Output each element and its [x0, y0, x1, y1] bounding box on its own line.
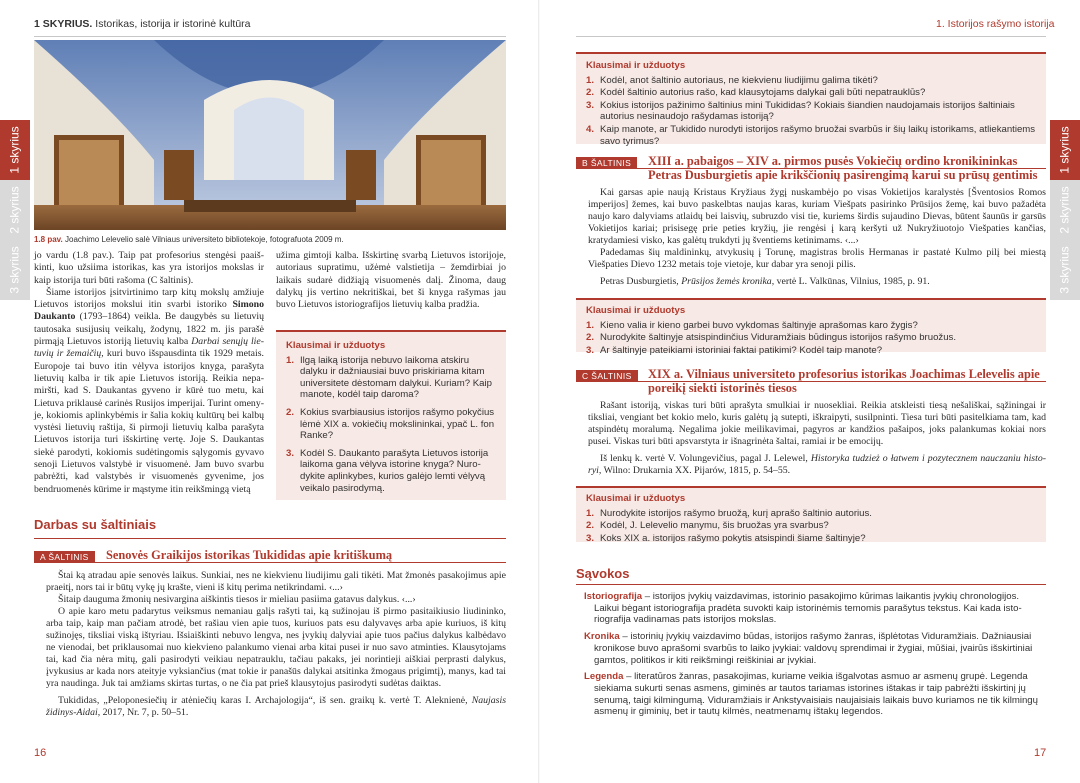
term-item: Legenda – literatūros žanras, pasakojimas, kuriame veikia išgalvotas asmuo ar asmenų grupė. Legenda siekiama sukurti senas asmens, giminės ar tautos tariamas istorines ištakas ir taip pabrėžti išskirtinį jų senumą, taigi kilmingumą. Viduramžiais ir Ankstyvaisiais naujaisiais laikais buvo kuriamos ne tik kilmingų asmenų ir giminių, bet ir tautų kilmės, neatmenamų ištakų legendos. — [584, 671, 1038, 718]
questions-box-left: Klausimai ir užduotys 1. Ilgą laiką istorija nebuvo laikoma atskiru dalyku ir dažniausiai buvo priskiriama kitam universitete dėstomam dalykui. Kuriam? Kaip manote, kodėl taip daroma? 2. Kokius svarbiausius istorijos rašymo pokyčius lėmė XIX a. vokiečių mokslininkai, ypač L. fon Ranke? 3. Kodėl S. Daukanto parašyta Lietuvos istorija laikoma gana vėlyva istorine knyga? Nurodykite aplinkybes, kurios galėjo lemti vėlyvą veikalo pasirodymą. — [276, 330, 506, 500]
right-page — [540, 0, 1080, 783]
source-a-text: Štai ką atradau apie senovės laikus. Sunkiai, nes ne kiekvienu liudijimu gali tikėti. Mat žmonės pasakojimus apie praeitį, nors tai ir būtų vykę jų krašte, vieni iš kitų perima netikrindami. ‹...› Šitaip dauguma žmonių nesivargina aiškintis tiesos ir mieliau pasiima gatavus dalykus. ‹...› O apie karo metu padarytus veiksmus nemaniau galįs rašyti tai, ką sužinojau iš pirmo pasitaikiusio liudininko, arba taip, kaip man pačiam atrodė, bet rašiau vien apie tuos, kuriuos pats esu dalyvavęs arba apie kuriuos, iš kitų sužinojęs, tiksliai viską ištyriau. Išsiaiškinti nebuvo lengva, nes įvykių dalyviai apie tuos pačius dalykus kalbėdavo ne vienodai, bet priklausomai nuo kiekvieno palankumo vienai arba kitai pusei ir nuo savo atminties. Klausytojams tai, kad čia nėra mitų, gali pasirodyti veikiau nepatrauklu, tačiau pakaks, jei norintieji aiškiai perprasti dalykus, įvykusius ar kada nors ateityje vyksiančius (mat tokie ir panašūs dalykai atsitinka žmogaus prigimtį), manys, kad tai yra naudinga. Juk tai amžiams skirtas turtas, o ne čia pat prieš klausytojus pasirodyti sudėtas daiktas. Tukididas, „Peloponesiečių ir atėniečių karas I. Archajologija“, iš sen. graikų k. vertė T. Aleknienė, Naujasis židinys-Aidai, 2017, Nr. 7, p. 50–51. — [46, 570, 507, 718]
tab-chapter-3-right[interactable]: 3 skyrius — [1050, 240, 1080, 300]
questions-box-1: Klausimai ir užduotys 1. Kodėl, anot šaltinio autoriaus, ne kiekvienu liudijimu galima tikėti? 2. Kodėl šaltinio autorius rašo, kad klausytojams dalykai gali būti nepatrauklūs? 3. Kokius istorijos pažinimo šaltinius mini Tukididas? Kokiais šiandien naudojamais istorijos šaltiniais autorius nesinaudojo rašydamas istoriją? 4. Kaip manote, ar Tukidido nurodyti istorijos rašymo bruožai svarbūs ir šių laikų istorikams, atliekantiems savo tyrimus? — [576, 52, 1046, 144]
source-a-title: Senovės Graikijos istorikas Tukididas apie kritiškumą — [106, 548, 393, 562]
body-column-1: jo vardu (1.8 pav.). Taip pat profesorius stengėsi paaiškinti, kuo užsiima istorikas, kas yra istorijos mokslas ir kaip istorija turi būti rašoma (C šaltinis). Šiame istorijos įsitvirtinimo tarp kitų mokslų amžiuje Lietuvos istorijos mokslui itin svarbi istoriko Simono Daukanto (1793–1864) veikla. Be daugybės su lietuvių tautosaka susijusių veikalų, žodynų, 1822 m. jis parašė pirmąją Lietuvos istoriją lietuvių kalba Darbai senųjų lietuvių ir žemaičių, kuri buvo išspausdinta tik 1929 metais. Europoje tai buvo itin vėlyva istorijos knyga, parašyta lietuvių kalba ir tik apie Lietuvos istoriją. Reikia nepamiršti, kad S. Daukantas gyveno ir kūrė tuo metu, kai Lietuva priklausė carinės Rusijos imperijai. Turint omenyje, kokiomis aplinkybėmis ir šalia kokių kultūrų bei kalbų vystėsi lietuvių raštija, ši pirmoji lietuvių kalba parašyta Lietuvos istorija turi išskirtinę vertę. Joje S. Daukantas siekė parodyti, kokiomis sudėtingomis sąlygomis gyvavo senoji Lietuvos valstybė ir visuomenė. Jam buvo svarbu pabrėžti, kad valstybės ir visuomenės gyvenime, jos bendruomenės kūrime ir mąstyme itin reikšmingą vietą — [34, 250, 265, 495]
tab-chapter-1-right[interactable]: 1 skyrius — [1050, 120, 1080, 180]
page-number-right: 17 — [1034, 747, 1047, 759]
source-b-text: Kai garsas apie naują Kristaus Kryžiaus žygį nuskambėjo po visas Vokietijos karalystės [Šventosios Romos imperijos] žemes, kai buvo paskelbtas naujas karas, kuriam Viešpats pasirinko Prūsijos žemę, kai buvo pažadėta naujo karo dalyviams atlaidų bei laisvių, subruzdo visi tie, kuriems širdis sujaudino Dievas, būtent šaunūs ir garsūs Vokietijos kariai; prisisegę prie peties kryžių, jie rengėsi į karą keršyti už Nukryžiuotojo Viešpaties kančias, kratydamiesi visko, kas galėtų trukdyti jų šventiems ketinimams. ‹...› Padedamas šių maldininkų, atvykusių į Torunę, magistras brolis Hermanas ir pastatė Kulmo pilį bei miestą Viešpaties Dievo 1232 metais toje vietoje, kur dabar yra senoji pilis. Petras Dusburgietis, Prūsijos žemės kronika, vertė L. Valkūnas, Vilnius, 1985, p. 91. — [588, 187, 1046, 287]
section-title-sources: Darbas su šaltiniais — [34, 517, 157, 532]
term-item: Istoriografija – istorijos įvykių vaizdavimas, istorinio pasakojimo kūrimas laikantis įvykių chronologijos. Laikui bėgant istoriografija pradėta suvokti kaip istorinėmis temomis parašytus tekstus. Kai kada istoriografija vadinamas pats istorijos mokslas. — [584, 591, 1022, 626]
chapter-title: Istorikas, istorija ir istorinė kultūra — [95, 18, 251, 30]
tab-chapter-2-right[interactable]: 2 skyrius — [1050, 180, 1080, 240]
tab-chapter-1[interactable]: 1 skyrius — [0, 120, 30, 180]
tab-chapter-2[interactable]: 2 skyrius — [0, 180, 30, 240]
page-number-left: 16 — [34, 747, 47, 759]
running-header-right: 1. Istorijos rašymo istorija — [936, 18, 1055, 30]
chapter-label: 1 SKYRIUS. — [34, 18, 93, 30]
source-b-label: B ŠALTINIS — [576, 157, 637, 169]
term-item: Kronika – istorinių įvykių vaizdavimo būdas, istorijos rašymo žanras, išplėtotas Viduramžiais. Dažniausiai kronikose buvo aprašomi svarbūs to laiko įvykiai: valdovų sprendimai ir žygiai, mūšiai, įvairūs išskirtiniai gamtos, politikos ir kiti reikšmingi reiškiniai ar įvykiai. — [584, 631, 1033, 666]
section-title-terms: Sąvokos — [576, 566, 630, 581]
body-column-2: užima gimtoji kalba. Išskirtinę svarbą Lietuvos istorijoje, autoriaus supratimu, užėmė valstietija – žemdirbiai jo laikais sudarė didžiąją visuomenės dalį. Žinoma, daug dalykų jis vertino nekritiškai, bet ši knyga rašymas jau buvo Lietuvos istoriografijos lietuvių kalba pradžia. — [276, 250, 506, 311]
terms-list — [584, 591, 1046, 723]
running-header-left — [34, 18, 251, 30]
source-a-label: A ŠALTINIS — [34, 551, 95, 563]
library-hall-photo — [34, 40, 506, 230]
figure-caption: 1.8 pav. Joachimo Lelevelio salė Vilniaus universiteto bibliotekoje, fotografuota 2009 m. — [34, 235, 344, 244]
tab-chapter-3[interactable]: 3 skyrius — [0, 240, 30, 300]
questions-box-2: Klausimai ir užduotys 1. Kieno valia ir kieno garbei buvo vykdomas šaltinyje aprašomas karo žygis? 2. Nurodykite šaltinyje atsispindinčius Viduramžiais būdingus istorijos rašymo bruožus. 3. Ar šaltinyje pateikiami istoriniai faktai patikimi? Kodėl taip manote? — [576, 298, 1046, 352]
questions-box-3: Klausimai ir užduotys 1. Nurodykite istorijos rašymo bruožą, kurį aprašo šaltinio autorius. 2. Kodėl, J. Lelevelio manymu, šis bruožas yra svarbus? 3. Koks XIX a. istorijos rašymo pokytis atsispindi šiame šaltinyje? — [576, 486, 1046, 542]
source-c-label: C ŠALTINIS — [576, 370, 638, 382]
source-b-title: XIII a. pabaigos – XIV a. pirmos pusės Vokiečių ordino kronikininkas Petras Dusburgietis apie krikščionių pasirengimą karui su prūsų gentimis — [648, 154, 1038, 182]
source-c-title: XIX a. Vilniaus universiteto profesorius istorikas Joachimas Lelevelis apie poreikį siekti istorinės tiesos — [648, 367, 1040, 395]
source-c-text: Rašant istoriją, viskas turi būti aprašyta smulkiai ir nuosekliai. Reikia atskleisti tiesą nešališkai, sąžiningai ir tiksliai, vengiant bet kokio melo, kuris galėtų ją sutepti, iškraipyti, susilpninti. Tiesa turi būti pasitelkiama tam, kad atspindėtų moralumą. Negalima jokie meilikavimai, pagyros ar kandžios pašaipos, joks palankumas kokiai nors pusei. Viskas turi būti apsvarstyta ir išnagrinėta šaltai, ramiai ir be emocijų. Iš lenkų k. vertė V. Volungevičius, pagal J. Lelewel, Historyka tudzież o łatwem i pozytecznem nauczaniu historyi, Wilno: Drukarnia XX. Pijarów, 1815, p. 54–55. — [588, 400, 1046, 476]
